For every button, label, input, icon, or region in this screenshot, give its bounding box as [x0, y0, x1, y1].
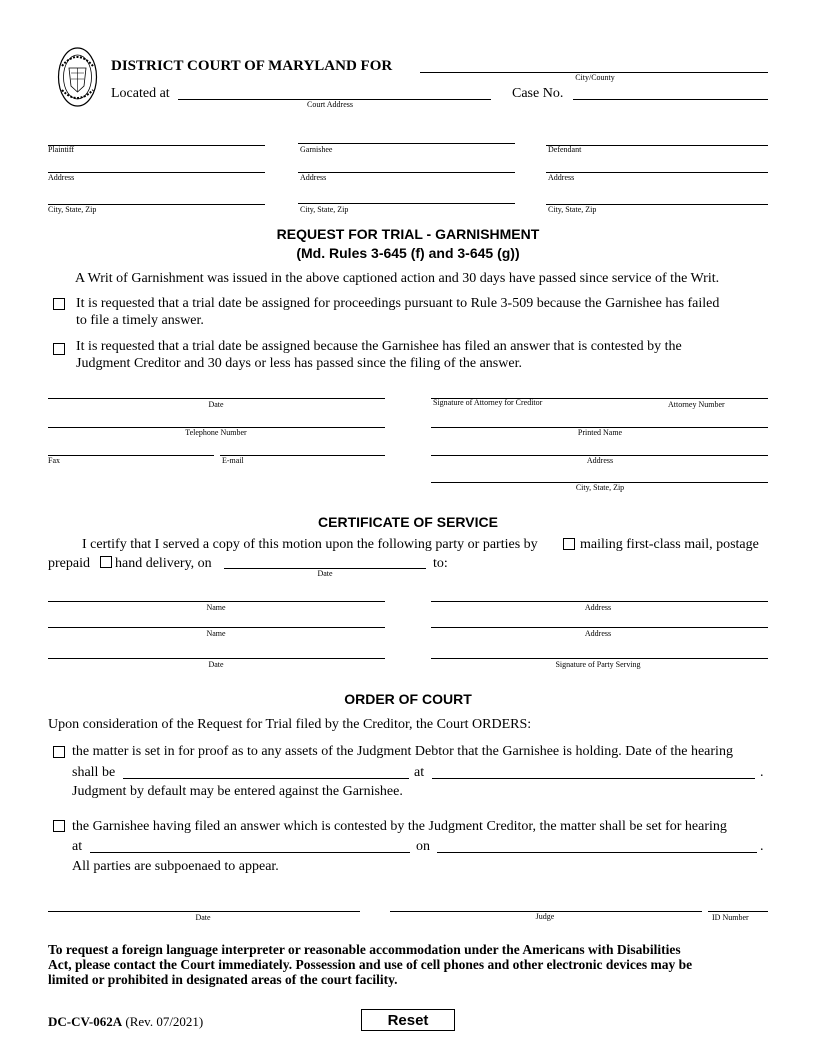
- order-opt1-line3: Judgment by default may be entered against the Garnishee.: [72, 784, 403, 799]
- proof-of-assets-checkbox[interactable]: [53, 746, 65, 758]
- printed-name-caption: Printed Name: [577, 428, 623, 437]
- attorney-city-caption: City, State, Zip: [575, 483, 625, 492]
- date-field[interactable]: [48, 398, 385, 399]
- case-no-label: Case No.: [512, 86, 564, 101]
- plaintiff-field[interactable]: [48, 145, 265, 146]
- garnishee-city-field[interactable]: [298, 203, 515, 204]
- id-number-field[interactable]: [708, 911, 768, 912]
- to-label: to:: [433, 556, 448, 571]
- contested-hearing-checkbox[interactable]: [53, 820, 65, 832]
- order-date-caption: Date: [195, 913, 211, 922]
- name-caption-1: Name: [206, 603, 226, 612]
- notice-line1: To request a foreign language interpreter or reasonable accommodation under the Americans with Disabilities: [48, 942, 681, 957]
- certificate-text: I certify that I served a copy of this motion upon the following party or parties by: [82, 537, 538, 552]
- hearing-on-date-field[interactable]: [437, 852, 757, 853]
- order-opt2-line3: All parties are subpoenaed to appear.: [72, 859, 279, 874]
- notice-line2: Act, please contact the Court immediately. Possession and use of cell phones and other electronic devices may be: [48, 957, 693, 972]
- notice-line3: limited or prohibited in designated areas of the court facility.: [48, 972, 398, 987]
- mailing-label: mailing first-class mail, postage: [580, 537, 759, 552]
- garnishee-city-caption: City, State, Zip: [300, 205, 349, 214]
- option2-line2: Judgment Creditor and 30 days or less has passed since the filing of the answer.: [76, 356, 522, 371]
- court-title: DISTRICT COURT OF MARYLAND FOR: [111, 58, 393, 74]
- city-county-caption: City/County: [575, 73, 615, 82]
- option1-line1: It is requested that a trial date be assigned for proceedings pursuant to Rule 3-509 because the Garnishee has failed: [76, 296, 720, 311]
- serving-date-field[interactable]: [48, 658, 385, 659]
- request-intro: A Writ of Garnishment was issued in the above captioned action and 30 days have passed since service of the Writ.: [75, 271, 720, 286]
- address-caption-1: Address: [584, 603, 612, 612]
- plaintiff-address-field[interactable]: [48, 172, 265, 173]
- serving-signature-field[interactable]: [431, 658, 768, 659]
- attorney-signature-caption: Signature of Attorney for Creditor: [433, 398, 543, 407]
- email-field[interactable]: [220, 455, 385, 456]
- reset-button[interactable]: Reset: [361, 1009, 455, 1031]
- located-at-label: Located at: [111, 86, 170, 101]
- at-label-2: at: [72, 839, 83, 854]
- hand-delivery-checkbox[interactable]: [100, 556, 112, 568]
- garnishee-field[interactable]: [298, 143, 515, 144]
- garnishee-caption: Garnishee: [300, 145, 333, 154]
- service-date-caption: Date: [317, 569, 333, 578]
- order-title: ORDER OF COURT: [344, 691, 472, 707]
- case-number-field[interactable]: [573, 99, 768, 100]
- court-seal-icon: [57, 46, 98, 108]
- serving-date-caption: Date: [208, 660, 224, 669]
- plaintiff-caption: Plaintiff: [48, 145, 75, 154]
- form-number: DC-CV-062A: [48, 1014, 123, 1029]
- date-caption: Date: [208, 400, 224, 409]
- order-opt2-line1: the Garnishee having filed an answer which is contested by the Judgment Creditor, the matter shall be set for hearing: [72, 819, 727, 834]
- telephone-caption: Telephone Number: [185, 428, 247, 437]
- garnishee-address-field[interactable]: [298, 172, 515, 173]
- certificate-title: CERTIFICATE OF SERVICE: [318, 514, 498, 530]
- name-caption-2: Name: [206, 629, 226, 638]
- defendant-city-caption: City, State, Zip: [548, 205, 597, 214]
- garnishee-address-caption: Address: [300, 173, 327, 182]
- fax-field[interactable]: [48, 455, 214, 456]
- form-id: [48, 1014, 203, 1030]
- mail-service-checkbox[interactable]: [563, 538, 575, 550]
- plaintiff-address-caption: Address: [48, 173, 75, 182]
- contested-answer-checkbox[interactable]: [53, 343, 65, 355]
- served-address-1-field[interactable]: [431, 601, 768, 602]
- served-address-2-field[interactable]: [431, 627, 768, 628]
- defendant-caption: Defendant: [548, 145, 582, 154]
- serving-signature-caption: Signature of Party Serving: [555, 660, 641, 669]
- form-revision: (Rev. 07/2021): [125, 1014, 204, 1029]
- email-caption: E-mail: [222, 456, 244, 465]
- served-name-1-field[interactable]: [48, 601, 385, 602]
- fax-caption: Fax: [48, 456, 60, 465]
- attorney-address-caption: Address: [586, 456, 614, 465]
- order-opt1-line1: the matter is set in for proof as to any assets of the Judgment Debtor that the Garnishee is holding. Date of the hearing: [72, 744, 733, 759]
- option1-line2: to file a timely answer.: [76, 313, 204, 328]
- defendant-address-field[interactable]: [546, 172, 768, 173]
- court-address-caption: Court Address: [307, 100, 353, 109]
- hearing-date-field[interactable]: [123, 778, 409, 779]
- request-title: REQUEST FOR TRIAL - GARNISHMENT: [276, 226, 540, 242]
- defendant-address-caption: Address: [548, 173, 575, 182]
- plaintiff-city-caption: City, State, Zip: [48, 205, 97, 214]
- failed-answer-checkbox[interactable]: [53, 298, 65, 310]
- on-label: on: [416, 839, 430, 854]
- option2-line1: It is requested that a trial date be assigned because the Garnishee has filed an answer that is contested by the: [76, 339, 682, 354]
- served-name-2-field[interactable]: [48, 627, 385, 628]
- request-subtitle: (Md. Rules 3-645 (f) and 3-645 (g)): [296, 245, 520, 261]
- id-number-caption: ID Number: [712, 913, 749, 922]
- at-label: at: [414, 765, 425, 780]
- order-date-field[interactable]: [48, 911, 360, 912]
- address-caption-2: Address: [584, 629, 612, 638]
- shall-be-label: shall be: [72, 765, 116, 780]
- judge-caption: Judge: [535, 912, 555, 921]
- attorney-number-caption: Attorney Number: [668, 400, 725, 409]
- prepaid-label: prepaid: [48, 556, 90, 571]
- period-1: .: [760, 765, 764, 780]
- order-intro: Upon consideration of the Request for Trial filed by the Creditor, the Court ORDERS:: [48, 717, 532, 732]
- hearing-location-field[interactable]: [90, 852, 410, 853]
- period-2: .: [760, 839, 764, 854]
- hearing-time-field[interactable]: [432, 778, 755, 779]
- hand-delivery-label: hand delivery, on: [115, 556, 212, 571]
